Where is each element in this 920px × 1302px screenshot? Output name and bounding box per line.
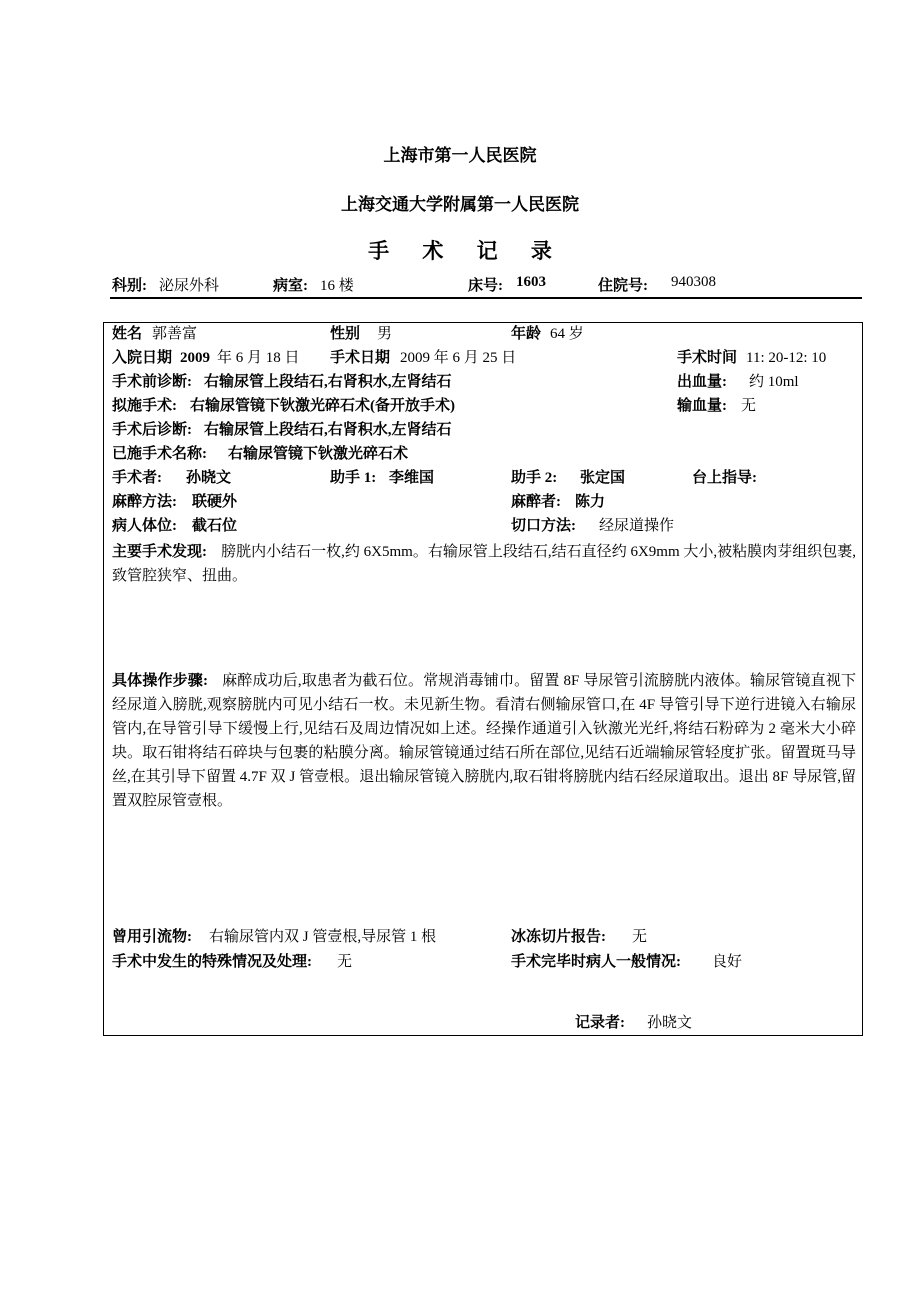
ward-value: 16 楼 xyxy=(320,278,354,294)
supervisor-label: 台上指导: xyxy=(692,470,757,486)
sex-value: 男 xyxy=(377,326,393,342)
assistant1-label: 助手 1: xyxy=(330,470,377,486)
drainage-label: 曾用引流物: xyxy=(112,929,192,945)
incision-method-value: 经尿道操作 xyxy=(599,518,675,534)
planned-surgery-value: 右输尿管镜下钬激光碎石术(备开放手术) xyxy=(190,398,455,414)
name-value: 郭善富 xyxy=(152,326,198,342)
recorder-label: 记录者: xyxy=(575,1015,625,1031)
performed-surgery-label: 已施手术名称: xyxy=(112,446,207,462)
ward-label: 病室: xyxy=(273,278,308,294)
procedure-steps-label: 具体操作步骤: xyxy=(112,673,208,689)
special-situation-label: 手术中发生的特殊情况及处理: xyxy=(112,954,312,970)
post-op-condition-label: 手术完毕时病人一般情况: xyxy=(511,954,681,970)
performed-surgery-value: 右输尿管镜下钬激光碎石术 xyxy=(228,446,409,462)
blood-loss-value: 约 10ml xyxy=(749,374,799,390)
admission-no-value: 940308 xyxy=(671,274,716,290)
name-label: 姓名 xyxy=(112,326,143,342)
department-row xyxy=(112,274,862,296)
transfusion-value: 无 xyxy=(741,398,757,414)
post-diagnosis-label: 手术后诊断: xyxy=(112,422,192,438)
post-diagnosis-value: 右输尿管上段结石,右肾积水,左肾结石 xyxy=(204,422,452,438)
planned-surgery-label: 拟施手术: xyxy=(112,398,177,414)
age-label: 年龄 xyxy=(511,326,542,342)
age-value: 64 岁 xyxy=(550,326,584,342)
bed-value: 1603 xyxy=(516,274,546,290)
surgeon-label: 手术者: xyxy=(112,470,162,486)
assistant2-label: 助手 2: xyxy=(511,470,558,486)
pre-diagnosis-label: 手术前诊断: xyxy=(112,374,192,390)
transfusion-label: 输血量: xyxy=(677,398,727,414)
admit-year: 2009 xyxy=(180,350,210,366)
assistant2-value: 张定国 xyxy=(580,470,626,486)
dept-label: 科别: xyxy=(112,278,147,294)
anesthesia-method-value: 联硬外 xyxy=(192,494,238,510)
post-op-condition-value: 良好 xyxy=(712,954,743,970)
main-findings xyxy=(112,540,856,588)
record-title: 手 术 记 录 xyxy=(368,239,566,263)
main-findings-label: 主要手术发现: xyxy=(112,544,208,560)
procedure-steps xyxy=(112,669,856,813)
procedure-steps-text: 麻醉成功后,取患者为截石位。常规消毒铺巾。留置 8F 导尿管引流膀胱内液体。输尿管镜直视下经尿道入膀胱,观察膀胱内可见小结石一枚。未见新生物。看清右侧输尿管口,在 4F 导管引导下逆行进镜入右输尿管内,在导管引导下缓慢上行,见结石及周边情况如上述。经操作通道引入钬激光光纤,将结石粉碎为 2 毫米大小碎块。取石钳将结石碎块与包裹的粘膜分离。输尿管镜通过结石所在部位,见结石近端输尿管轻度扩张。留置斑马导丝,在其引导下留置 4.7F 双 J 管壹根。退出输尿管镜入膀胱内,取石钳将膀胱内结石经尿道取出。退出 8F 导尿管,留置双腔尿管壹根。 xyxy=(112,673,856,809)
special-situation-value: 无 xyxy=(337,954,353,970)
surgeon-value: 孙晓文 xyxy=(186,470,232,486)
recorder-value: 孙晓文 xyxy=(647,1015,693,1031)
admission-no-label: 住院号: xyxy=(598,278,648,294)
patient-position-value: 截石位 xyxy=(192,518,238,534)
pre-diagnosis-value: 右输尿管上段结石,右肾积水,左肾结石 xyxy=(204,374,452,390)
admit-date-rest: 年 6 月 18 日 xyxy=(217,350,300,366)
bed-label: 床号: xyxy=(468,278,503,294)
header-rule xyxy=(110,297,862,299)
hospital-name: 上海市第一人民医院 xyxy=(383,146,537,165)
sex-label: 性别 xyxy=(330,326,361,342)
dept-value: 泌尿外科 xyxy=(159,278,220,294)
blood-loss-label: 出血量: xyxy=(677,374,727,390)
anesthetist-value: 陈力 xyxy=(575,494,606,510)
drainage-value: 右输尿管内双 J 管壹根,导尿管 1 根 xyxy=(209,929,437,945)
assistant1-value: 李维国 xyxy=(389,470,435,486)
admit-date-label: 入院日期 xyxy=(112,350,173,366)
surgery-date-value: 2009 年 6 月 25 日 xyxy=(400,350,517,366)
frozen-section-label: 冰冻切片报告: xyxy=(511,929,606,945)
frozen-section-value: 无 xyxy=(632,929,648,945)
anesthetist-label: 麻醉者: xyxy=(511,494,561,510)
surgery-time-value: 11: 20-12: 10 xyxy=(746,350,827,366)
surgery-date-label: 手术日期 xyxy=(330,350,391,366)
anesthesia-method-label: 麻醉方法: xyxy=(112,494,177,510)
hospital-affiliation: 上海交通大学附属第一人民医院 xyxy=(341,195,579,214)
patient-position-label: 病人体位: xyxy=(112,518,177,534)
main-findings-text: 膀胱内小结石一枚,约 6X5mm。右输尿管上段结石,结石直径约 6X9mm 大小,被粘膜肉芽组织包裹,致管腔狭窄、扭曲。 xyxy=(112,544,856,584)
incision-method-label: 切口方法: xyxy=(511,518,576,534)
surgery-time-label: 手术时间 xyxy=(677,350,738,366)
